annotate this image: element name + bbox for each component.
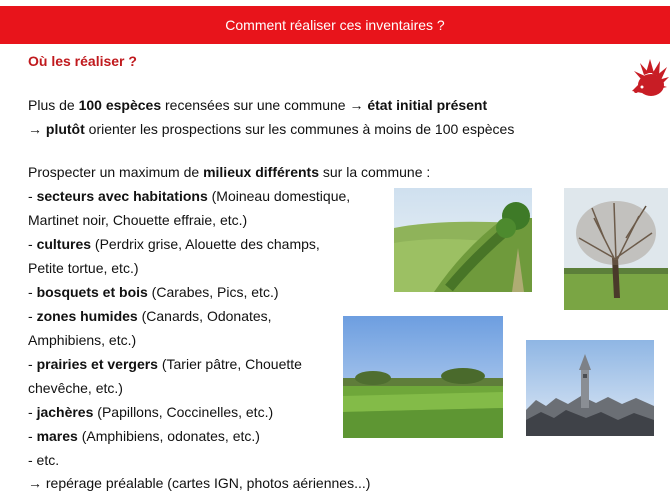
photo-hillside-hedgerow — [394, 188, 532, 292]
hedgehog-logo-icon — [630, 55, 670, 103]
list-item: - bosquets et bois (Carabes, Pics, etc.) — [28, 284, 279, 300]
section-title: Où les réaliser ? — [28, 53, 137, 69]
footer-note: → repérage préalable (cartes IGN, photos aériennes...) — [28, 475, 371, 491]
intro-line-2: → plutôt orienter les prospections sur les communes à moins de 100 espèces — [28, 121, 515, 137]
prospect-line: Prospecter un maximum de milieux différents sur la commune : — [28, 164, 431, 180]
list-item-continuation: Amphibiens, etc.) — [28, 332, 137, 348]
photo-open-fields — [343, 316, 503, 438]
list-item: - cultures (Perdrix grise, Alouette des champs, — [28, 236, 320, 252]
list-item: - jachères (Papillons, Coccinelles, etc.) — [28, 404, 274, 420]
list-item: - mares (Amphibiens, odonates, etc.) — [28, 428, 260, 444]
list-item: - secteurs avec habitations (Moineau domestique, — [28, 188, 351, 204]
photo-town-belfry — [526, 340, 654, 436]
banner-title: Comment réaliser ces inventaires ? — [225, 17, 445, 33]
list-item: - zones humides (Canards, Odonates, — [28, 308, 272, 324]
etc-item: - etc. — [28, 452, 60, 468]
list-item-continuation: Martinet noir, Chouette effraie, etc.) — [28, 212, 248, 228]
intro-line-1: Plus de 100 espèces recensées sur une commune → état initial présent — [28, 97, 488, 113]
list-item: - prairies et vergers (Tarier pâtre, Chouette — [28, 356, 302, 372]
list-item-continuation: Petite tortue, etc.) — [28, 260, 139, 276]
header-banner — [0, 6, 670, 44]
photo-orchard-tree — [564, 188, 668, 310]
list-item-continuation: chevêche, etc.) — [28, 380, 123, 396]
